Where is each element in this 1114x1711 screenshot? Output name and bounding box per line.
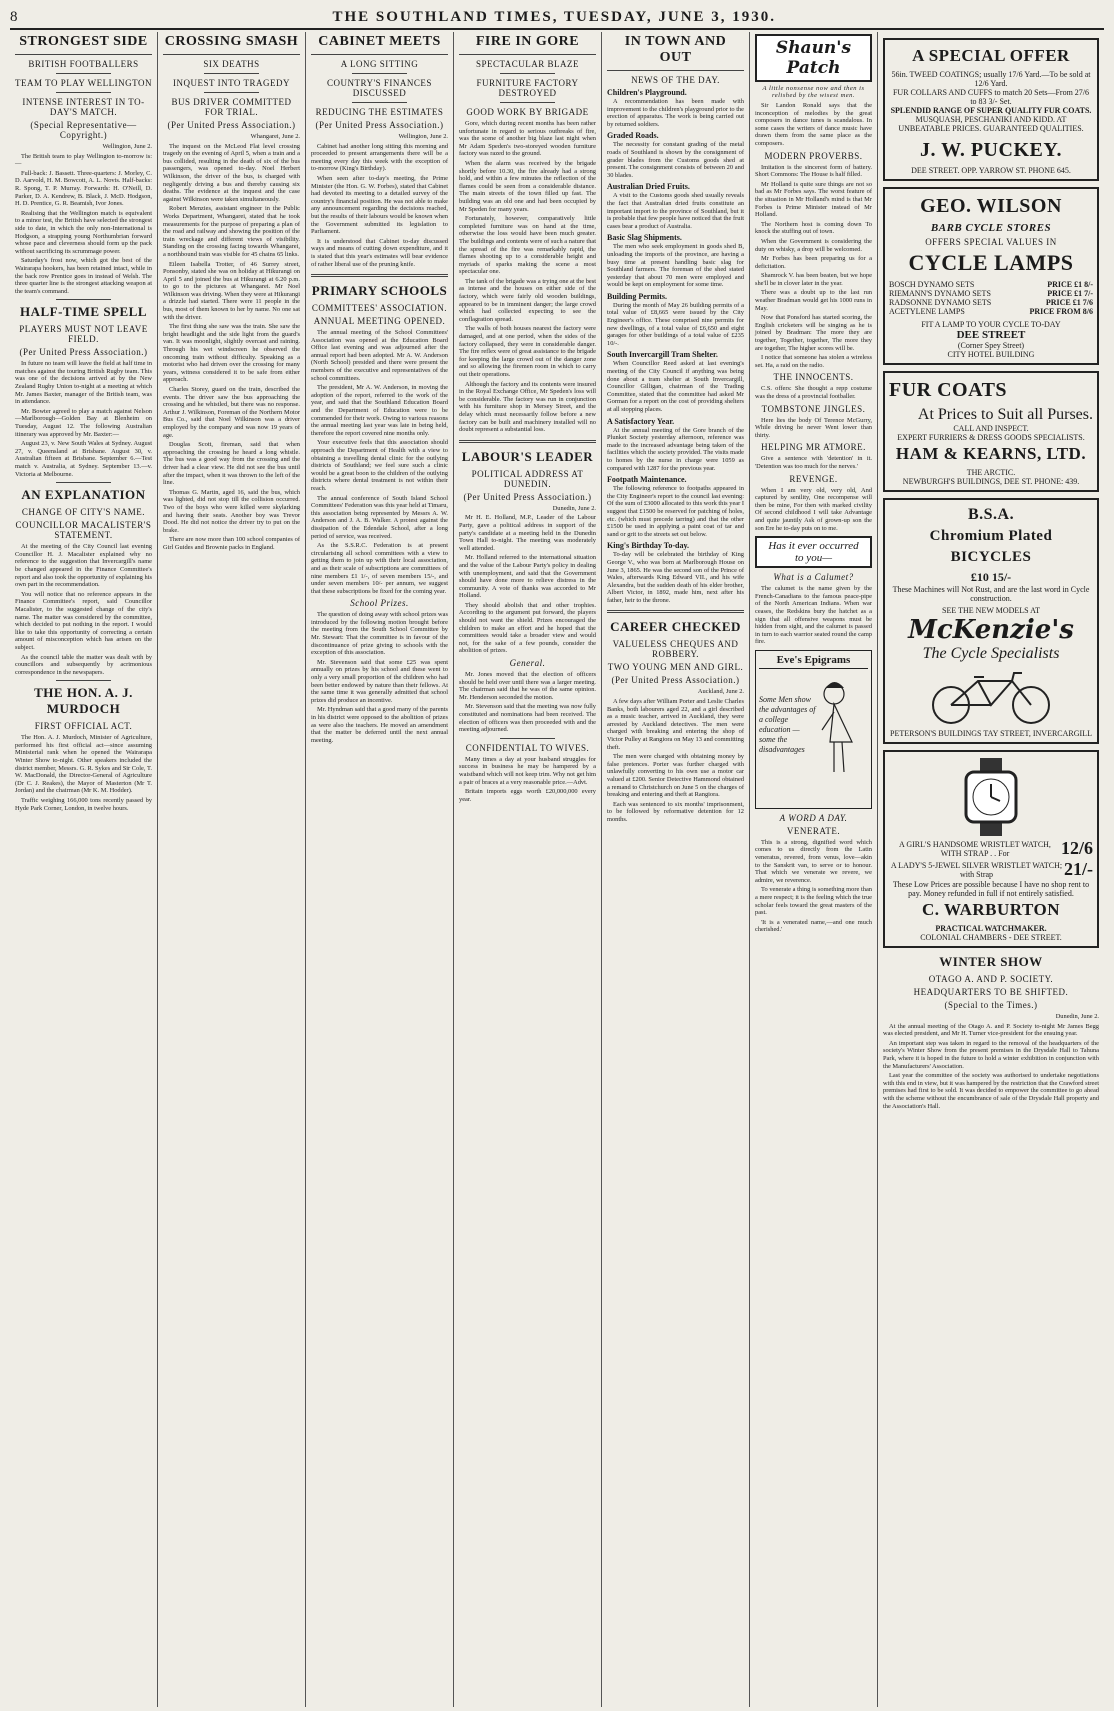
- product-name: ACETYLENE LAMPS: [889, 307, 965, 316]
- paragraph: Cabinet had another long sitting this morning and proceeded to present arrangements there will be a meeting every day this week with the exception of to-morrow (King's Birthday).: [311, 142, 448, 173]
- divider: [352, 73, 407, 74]
- ad-line: At Prices to Suit all Purses.: [917, 406, 1093, 423]
- paragraph: Fortunately, however, comparatively little completed furniture was on hand at the time, otherwise the loss would have been much greater. The buildings and contents were of such a nature that the spread of the fire was remarkably rapid, the flames shooting up to a considerable height and myriads of sparks making the scene a most spectacular one.: [459, 215, 596, 276]
- subhead: TEAM TO PLAY WELLINGTON: [15, 78, 152, 88]
- ad-line: These Low Prices are possible because I have no shop rent to pay. Money refunded in full if not entirely satisfied.: [892, 880, 1090, 898]
- divider: [56, 482, 111, 483]
- divider: [56, 680, 111, 681]
- subhead: COMMITTEES' ASSOCIATION.: [311, 303, 448, 314]
- subhead: ANNUAL MEETING OPENED.: [313, 316, 446, 327]
- headline-cabinet-meets: CABINET MEETS: [311, 34, 448, 55]
- paragraph: Many times a day at your husband struggles for success in business he may be hampered by a waistband which will not keep trim. Why not get him a pair of braces at a very reasonable price.—Advt.: [459, 755, 596, 786]
- ad-line: CALL AND INSPECT.: [953, 424, 1029, 433]
- paragraph: It is understood that Cabinet to-day discussed ways and means of cutting down expenditure, and it is stated that this year's estimates will bear evidence of rather liberal use of the pruning knife.: [311, 237, 448, 268]
- product-price: PRICE £1 7/-: [1047, 289, 1093, 298]
- column-6: [750, 32, 878, 1707]
- paragraph: At the meeting of the City Council last evening Councillor H. J. Macalister explained why no reference to the suggestion that Invercargill's name be changed appeared in the Finance Committee's report and also took the opportunity of explaining his own part in the recommendation.: [15, 543, 152, 589]
- byline: (Per United Press Association.): [19, 347, 148, 358]
- paragraph: An important step was taken in regard to the removal of the headquarters of the society's Winter Show from the present premises in the Drysdale Hall to Tahuna Park, where it is hoped in the future to hold a winter exhibition in conjunction with the Manufacturers' Association.: [883, 1039, 1099, 1070]
- paragraph-caption: Children's Playground.: [607, 88, 687, 97]
- paragraph: Mr Forbes has been preparing us for a deficitation.: [755, 255, 872, 270]
- paragraph: Traffic weighing 166,000 tons recently passed by Hyde Park Corner, London, in twelve hours.: [15, 797, 152, 812]
- paragraph: Mr. Stevenson said that some £25 was spent annually on prizes by his school and these went to only a very small proportion of the children who had been better endowed by nature than their fellows. At the same time it was generally admitted that school prizes did produce an incentive.: [311, 658, 448, 704]
- ad-line: SPLENDID RANGE OF SUPER QUALITY FUR COATS.: [890, 106, 1092, 115]
- paragraph: To venerate a thing is something more than a mere respect; it is the feeling which the true scholar feels toward the great masters of the past.: [755, 886, 872, 917]
- ad-subtitle: PRACTICAL WATCHMAKER.: [935, 924, 1047, 933]
- column-7-ads: [878, 32, 1104, 1707]
- ad-line: FUR COLLARS AND CUFFS to match 20 Sets—From 27/6 to 83 3/- Set.: [892, 88, 1090, 106]
- dateline: Dunedin, June 2.: [552, 504, 596, 512]
- paragraph-caption: Graded Roads.: [607, 131, 659, 141]
- special-offer-ad: [883, 38, 1099, 181]
- ad-subtitle: The Cycle Specialists: [922, 645, 1060, 662]
- paragraph: This is a strong, dignified word which comes to us directly from the Latin veneratus, revered, from venus, love—akin to the Sanskrit van, to serve or to honour. That which we venerate we revere, we admire, we reverence.: [755, 838, 872, 884]
- paragraph: Mr H. E. Holland, M.P., Leader of the Labour Party, gave a political address in support of the party's candidate at a meeting held in the Dunedin Town Hall to-night. The meeting was moderately well attended.: [459, 514, 596, 552]
- section-heading: HALF-TIME SPELL: [19, 304, 148, 320]
- ad-line: DEE STREET: [956, 329, 1026, 341]
- product-name: BOSCH DYNAMO SETS: [889, 280, 975, 289]
- shauns-patch-title: Shaun's Patch: [755, 34, 872, 82]
- paragraph: Full-back: J. Bassett. Three-quarters: J. Morley, C. D. Aarvold, H. M. Bowcott, A. L. Novis. Half-backs: R. Spong, T. P. Murray. Forwards: H. O'Neill, D. Parker, D. A. Kendrew, B. Black, J. McD. Hodgson, H. D. Prentice, G. R. Beamish, Ivor Jones.: [15, 169, 152, 208]
- paragraph: Sir Landon Ronald says that the inconception of melodies by the great composers in dance tunes is scandalous. In some cases the writers of dance music have drawn them from the same place as the composers.: [755, 102, 872, 147]
- subhead: FIRST OFFICIAL ACT.: [34, 721, 133, 732]
- subhead: SIX DEATHS: [203, 59, 260, 69]
- column-1: [10, 32, 158, 1707]
- paragraph: Douglas Scott, fireman, said that when approaching the crossing he heard a long whistle. The bus was a good way from the crossing and the driver had a clear view. He did not see the bus until after the impact, when it was thrown to the left of the line.: [163, 441, 300, 487]
- subhead: PLAYERS MUST NOT LEAVE FIELD.: [19, 324, 148, 345]
- paragraph: The inquest on the McLeod Flat level crossing tragedy on the evening of April 5, when a train and a bus collided, resulting in the death of six of the bus passengers, was opened to-day. Noel Herbert Wilkinson, the driver of the bus, is charged with negligently driving a bus and thereby causing six deaths. The evidence at the inquest and the case against Wilkinson were taken simultaneously.: [163, 142, 300, 203]
- paragraph: The Northern host is coming down To knock the stuffing out of town.: [755, 220, 872, 236]
- divider: [352, 102, 407, 103]
- section-heading: PRIMARY SCHOOLS: [311, 283, 448, 299]
- cartoon-box: [755, 536, 872, 568]
- paragraph: Mr Holland is quite sure things are not so bad as Mr Forbes says. The worst feature of the situation in Mr Holland's mind is that Mr Forbes is Prime Minister instead of Mr Holland.: [755, 180, 872, 219]
- headline-strongest-side: STRONGEST SIDE: [15, 34, 152, 55]
- paragraph: When I am very old, very old, And captured by senility, One recompense will then be mine, For then with marked civility Of second childhood I will take Advantage and quite jauntily Ask of grown-up son the son Ere he to-day puts on to me.: [755, 486, 872, 532]
- advertiser-name: J. W. PUCKEY.: [920, 139, 1062, 161]
- divider: [311, 274, 448, 277]
- paragraph: The men were charged with obtaining money by false pretences. Porter was further charged with unlawfully converting to his own use a motor car valued at £200. Senior Detective Hammond obtained a remand to Christchurch on June 5 on the charges of breaking and entering and theft at Rangiora.: [607, 753, 744, 799]
- paragraph: Mr. Bowter agreed to play a match against Nelson—Marlborough—Golden Bay at Blenheim on Tuesday, August 12. The following Australian itinerary was approved by Mr. Baxter:—: [15, 407, 152, 438]
- paragraph: The question of doing away with school prizes was introduced by the following motion brought before the meeting from the South School Committee by Mr. Stewart: That the committee is in favour of the discontinuance of prize giving to schools with the exception of this association.: [311, 611, 448, 657]
- subhead: COUNCILLOR MACALISTER'S STATEMENT.: [15, 520, 152, 541]
- paragraph: To-day will be celebrated the birthday of King George V., who was born at Marlborough House on June 3, 1865. He was the second son of the Prince of Wales, afterwards King Edward VII., and his wife Alexandra, but the sudden death of his elder brother, Albert Victor, in 1892, made him, next after his father, heir to the throne.: [607, 551, 744, 604]
- paragraph: Now that Ponsford has started scoring, the English cricketers will be singing as he is joined by Bradman: The more they are together, Together, together, The more they are together, The higher scores will be.: [755, 314, 872, 352]
- paragraph: You will notice that no reference appears in the Finance Committee's report, said Councillor Macalister, to the suggested change of the city's name. The matter was considered by the committee, which decided to put nothing in the report. I would like to take this opportunity of correcting a certain amount of misconception which has arisen on the subject.: [15, 590, 152, 651]
- section-heading: What is a Calumet?: [773, 572, 854, 583]
- paragraph: Although the factory and its contents were insured in the Royal Exchange Office, Mr Speden's loss will be considerable. The factory was run in conjunction with his furniture shop in Mersey Street, and the delay which must necessarily follow before a new factory can be built and machinery installed will no doubt represent a substantial loss.: [459, 380, 596, 434]
- paragraph: They should abolish that and other trophies. According to the argument put forward, the players should not want the shield. Prizes encouraged the children to make an effort and he hoped that the committees would take a broader view and would not, for the sake of a few pounds, consider the abolition of prizes.: [459, 601, 596, 655]
- eves-epigrams-title: Eve's Epigrams: [759, 654, 868, 669]
- paragraph: There are now more than 100 school companies of Girl Guides and Brownie packs in England.: [163, 536, 300, 551]
- paragraph: During the month of May 26 building permits of a total value of £8,665 were issued by the City Engineer's office. These comprised nine permits for new dwellings, of a total value of £6,650 and eight garages for other buildings of a total value of £235 10/-.: [607, 301, 744, 347]
- column-5: [602, 32, 750, 1707]
- ad-title: B.S.A.: [967, 506, 1015, 523]
- divider: [459, 440, 596, 443]
- subhead: POLITICAL ADDRESS AT DUNEDIN.: [471, 468, 584, 489]
- paragraph: Britain imports eggs worth £20,000,000 every year.: [459, 788, 596, 803]
- cartoon-title: Has it ever occurred to you—: [755, 536, 872, 568]
- paragraph: The necessity for constant grading of the metal roads of Southland is shown by the consignment of grader blades from the Customs goods shed at present. The consignment consists of between 20 and 30 blades.: [607, 141, 744, 179]
- paragraph: When the Government is considering the duty on whisky, a drop will be welcomed.: [755, 237, 872, 253]
- section-heading: TOMBSTONE JINGLES.: [761, 403, 866, 414]
- divider: [56, 92, 111, 93]
- section-heading: THE HON. A. J. MURDOCH: [34, 685, 133, 717]
- byline: (Per United Press Association.): [167, 120, 296, 130]
- byline: (Per United Press Association.): [463, 491, 592, 502]
- paragraph: Imitation is the sincerest form of battery. Short Commons: The House is half filled.: [755, 163, 872, 179]
- ad-big-text: CYCLE LAMPS: [908, 250, 1074, 275]
- divider: [607, 610, 744, 613]
- product-price: 21/-: [1064, 859, 1093, 879]
- paragraph: Give a sentence with 'detention' in it. 'Detention was too much for the nerves.': [755, 455, 872, 470]
- paragraph: In future no team will leave the field at half time in matches against the touring British Rugby team. This was one of the decisions arrived at by the New Zealand Rugby Union to-night at a meeting at which Mr. James Baxter, manager of the British team, was in attendance.: [15, 360, 152, 406]
- ad-line: SEE THE NEW MODELS AT: [942, 606, 1040, 615]
- masthead-title: THE SOUTHLAND TIMES, TUESDAY, JUNE 3, 1930.: [332, 8, 777, 25]
- paragraph: A recommendation has been made with improvement to the children's playground prior to the erection of apparatus. The work is being carried out by returned soldiers.: [607, 98, 744, 128]
- paragraph: I notice that someone has stolen a wireless set. Ha, a raid on the radio.: [755, 354, 872, 369]
- subhead: A LONG SITTING: [340, 59, 419, 69]
- subhead: GOOD WORK BY BRIGADE: [466, 107, 589, 117]
- ad-line: OFFERS SPECIAL VALUES IN: [925, 237, 1057, 247]
- paragraph-caption: South Invercargill Tram Shelter.: [607, 350, 718, 360]
- divider: [56, 73, 111, 74]
- paragraph: The following reference to footpaths appeared in the City Engineer's report to the council last evening: Of the sum of £3000 allocated to this work this year I suggest that £1500 be reserved for patching of holes, etc. (which must precede tarring) and that the other £1500 be used in applying a paint coat of tar and sand or grit to the streets set out below.: [607, 485, 744, 538]
- advertiser-name: C. WARBURTON: [922, 900, 1060, 919]
- shauns-patch-tagline: A little nonsense now and then is relished by the wisest men.: [762, 85, 865, 99]
- paragraph: Shamrock V. has been beaten, but we hope she'll be in clover later in the year.: [755, 272, 872, 287]
- paragraph: Thomas G. Martin, aged 16, said the bus, which was lighted, did not stop till the collision occurred. Two of the boys who were killed were skylarking and having their seats. Another boy was Trevor Dood. He did not notice the driver try to put on the brake.: [163, 488, 300, 534]
- subhead: VALUELESS CHEQUES AND ROBBERY.: [612, 639, 739, 660]
- section-heading: MODERN PROVERBS.: [764, 150, 863, 161]
- paragraph: Saturday's frost now, which got the best of the Wairarapa hookers, has been retained intact, while in the back row Prentice goes in instead of Welsh. The three quarter line is the strongest attacking weapon at the team's command.: [15, 257, 152, 295]
- dateline: Wellington, June 2.: [398, 133, 448, 140]
- subhead: BUS DRIVER COMMITTED FOR TRIAL.: [171, 97, 292, 117]
- advertiser-address: DEE STREET. OPP. YARROW ST. PHONE 645.: [911, 166, 1071, 175]
- ad-line: EXPERT FURRIERS & DRESS GOODS SPECIALISTS.: [897, 433, 1085, 442]
- byline: (Per United Press Association.): [315, 120, 444, 130]
- product-name: RADSONNE DYNAMO SETS: [889, 298, 992, 307]
- section-heading: A WORD A DAY.: [779, 812, 848, 823]
- section-heading: WINTER SHOW: [939, 954, 1043, 969]
- paragraph: Robert Menzies, assistant engineer in the Public Works Department, Whangarei, stated that he took measurements for the purpose of preparing a plan of the road and railway and showing the position of the train wreckage and different views of visibility. Standing on the crossing facing towards Whangarei, a northbound train was visible for 45 chains 65 links.: [163, 205, 300, 258]
- paragraph-caption: Building Permits.: [607, 291, 668, 301]
- paragraph: As the S.S.R.C. Federation is at present circularising all school committees with a view to getting them to join up with their local association, and as their scale of subscriptions are committees of nine members £1 1/-, of seven members 15/-, and under seven members 10/- per annum, we suggest that these subscriptions be fixed for the coming year.: [311, 542, 448, 595]
- paragraph: The annual meeting of the School Committees' Association was opened at the Education Board Office last evening and was adjourned after the annual report had been adopted. Mr A. W. Anderson (North School) presided and there were present the members of the executive and representatives of the school committees.: [311, 329, 448, 382]
- section-heading: CONFIDENTIAL TO WIVES.: [465, 742, 590, 753]
- section-heading: THE INNOCENTS.: [773, 372, 854, 383]
- subhead: SPECTACULAR BLAZE: [475, 59, 580, 69]
- divider: [204, 92, 259, 93]
- byline: (Special Representative—Copyright.): [30, 120, 137, 140]
- section-heading: REVENGE.: [789, 473, 838, 484]
- column-2: [158, 32, 306, 1707]
- paragraph: Your executive feels that this association should approach the Department of Health with a view to obtaining a travelling dental clinic for the outlying districts of Southland; we feel sure such a clinic would be a great boon to the children of the outlying districts where dental treatment is not within their reach.: [311, 439, 448, 492]
- ad-title: A SPECIAL OFFER: [912, 46, 1070, 65]
- paragraph: As the council table the matter was dealt with by councillors and subsequently by acrimonious correspondence in the newspapers.: [15, 653, 152, 676]
- product-price: PRICE £1 8/-: [1047, 280, 1093, 289]
- paragraph-caption: King's Birthday To-day.: [607, 541, 690, 551]
- ad-line: These Machines will Not Rust, and are the last word in Cycle construction.: [892, 585, 1090, 603]
- subhead: INQUEST INTO TRAGEDY: [173, 78, 290, 88]
- paragraph-caption: Australian Dried Fruits.: [607, 182, 690, 192]
- paragraph: August 23, v. New South Wales at Sydney. August 27, v. Queensland at Brisbane. August 30, v. Australian fifteen at Brisbane. September 6.—Test match v. Australia, at Sydney. September 13.—v. Victoria at Melbourne.: [15, 440, 152, 478]
- paragraph: When Councillor Reed asked at last evening's meeting of the City Council if anything was being done about a tram shelter at South Invercargill, Councillor Gilligan, chairman of the Trading Committee, stated that the committee had asked Mr Gorman for a report on the cost of providing shelters at all stopping places.: [607, 360, 744, 413]
- subhead: INTENSE INTEREST IN TO-DAY'S MATCH.: [22, 97, 145, 117]
- paragraph: At the annual meeting of the Otago A. and P. Society to-night Mr James Begg was elected president, and Mr H. Turner vice-president for the ensuing year.: [883, 1022, 1099, 1038]
- ad-subtitle: BARB CYCLE STORES: [930, 222, 1052, 234]
- paragraph: Last year the committee of the society was authorised to undertake negotiations with this end in view, but it was hampered by the restriction that the Crawford street premises had first to be sold. It was decided to empower the committee to go ahead with the scheme without the encumbrance of sale of the Drysdale Hall property and the Association's Hall.: [883, 1072, 1099, 1110]
- advertiser-name: HAM & KEARNS, LTD.: [895, 444, 1087, 463]
- product-price: 12/6: [1060, 838, 1093, 858]
- paragraph: The first thing she saw was the train. She saw the bright headlight and the side light from the guard's van. It was moonlight, slightly overcast and raining. Through his wet windscreen he observed the oncoming train without difficulty. Speaking as a motorist who had driven over the crossing for many years, witness considered it to be safe from either approach.: [163, 323, 300, 384]
- masthead: [10, 6, 1104, 30]
- subhead: VENERATE.: [786, 825, 841, 836]
- paragraph: The tank of the brigade was a trying one at the best as intense and the houses on either side of the factory, which were fairly old wooden buildings, appeared to be in imminent danger; the large crowd which had collected expecting to see the conflagration spread.: [459, 277, 596, 323]
- section-heading: School Prizes.: [350, 598, 409, 609]
- subhead: FURNITURE FACTORY DESTROYED: [476, 78, 579, 98]
- paragraph: When the alarm was received by the brigade shortly before 10.30, the fire already had a strong hold, and within a few minutes the reflection of the flames could be seen from a considerable distance. The main streets of the town filled up fast. The building was an old one and had been occupied by Mr Speden for many years.: [459, 159, 596, 213]
- paragraph: The calumet is the name given by the French-Canadians to the famous peace-pipe of the North American Indians. When war ceases, the Redskins bury the hatchet as a sign that all offensive weapons must be hidden from sight, and the calumet is passed in turn to each warrior seated round the camp fire.: [755, 585, 872, 646]
- paragraph-caption: Footpath Maintenance.: [607, 475, 687, 485]
- shauns-patch-banner: [755, 34, 872, 82]
- dateline: Dunedin, June 2.: [1055, 1013, 1099, 1020]
- paragraph: A visit to the Customs goods shed usually reveals the fact that Australian dried fruits constitute an important import to the province of Southland, but it is probable that few people have noticed that the fruit cases bear a product of Australia.: [607, 192, 744, 230]
- section-heading: LABOUR'S LEADER: [461, 448, 594, 464]
- headline-in-town-and-out: IN TOWN AND OUT: [607, 34, 744, 71]
- subhead: REDUCING THE ESTIMATES: [315, 107, 444, 117]
- paragraph: The Hon. A. J. Murdoch, Minister of Agriculture, performed his first official act—since assuming Ministerial rank when he opened the Wairarapa Winter Show to-night. Other speakers included the district member, Messrs. G. R. Sykes and Sir Cole, T. W. MacDonald, the Director-General of Agriculture (Dr C. J. Reakes), the Mayor of Masterton (Mr T. Jordan) and the chairman (Mr K. M. Hodder).: [15, 734, 152, 795]
- paragraph: The British team to play Wellington to-morrow is:—: [15, 152, 152, 168]
- ad-line: NEWBURGH'S BUILDINGS, DEE ST. PHONE: 439.: [902, 477, 1080, 486]
- price-row: [889, 859, 1093, 880]
- dateline: Wellington, June 2.: [102, 143, 152, 150]
- paragraph: Gore, which during recent months has been rather unfortunate in regard to serious outbreaks of fire, was the scene of another big blaze last night when Mr Adam Speden's two-storeyed wooden furniture factory was razed to the ground.: [459, 120, 596, 158]
- paragraph: 'It is a venerated name,—and one much cherished.': [755, 918, 872, 934]
- bsa-bicycles-ad: [883, 498, 1099, 744]
- subhead: COUNTRY'S FINANCES DISCUSSED: [327, 78, 432, 98]
- paragraph: Realising that the Wellington match is equivalent to a minor test, the British have selected the strongest side to date, in which the only non-International is Hodgson, a strapping young Northumbrian forward whose pace and cleverness should form up the pack without sacrificing its scrummage power.: [15, 209, 152, 255]
- paragraph-caption: Basic Slag Shipments.: [607, 233, 682, 243]
- bicycle-icon: [916, 667, 1066, 725]
- paragraph: C.S. offers: She thought a repp costume was the dress of a provincial footballer.: [755, 385, 872, 400]
- paragraph: There was a doubt up to the last run weather Bradman would get his 1000 runs in May.: [755, 289, 872, 312]
- ad-line: THE ARCTIC.: [966, 468, 1016, 477]
- paragraph: Eileen Isabella Trotter, of 46 Surrey street, Ponsonby, stated she was on holiday at Hikurangi on April 5 and joined the bus at Hikurangi at 6.20 p.m. to go to the pictures at Whangarei. Mr Noel Wilkinson was driving. When they were at Hikurangi a drizzle had started. There were 11 people in the bus, most of them known to her by name. No one sat with the driver.: [163, 260, 300, 321]
- advertiser-name: McKenzie's: [908, 615, 1074, 645]
- price-row: [889, 838, 1093, 859]
- paragraph: Charles Storey, guard on the train, described the events. The driver saw the bus approaching the crossing and he whistled, but there was no response. Arthur J. Wilkinson, Foreman of the Northern Motor Bus Co., said that Noel Wilkinson was a driver employed by the company and was now 19 years of age.: [163, 386, 300, 439]
- epigram-text: Some Men show the advantages of a college education — some the disadvantages: [759, 694, 816, 754]
- product-name: RIEMANN'S DYNAMO SETS: [889, 289, 991, 298]
- paragraph: The president, Mr A. W. Anderson, in moving the adoption of the report, referred to the work of the year, and said that the Southland Education Board and the Department of Education were to be commended for their work. Owing to various reasons the annual meeting last year was late in being held, therefore the report covered nine months only.: [311, 384, 448, 437]
- price-row: [889, 289, 1093, 298]
- product-price: PRICE £1 7/6: [1045, 298, 1093, 307]
- subhead: HEADQUARTERS TO BE SHIFTED.: [913, 987, 1069, 997]
- price-row: [889, 307, 1093, 316]
- headline-crossing-smash: CROSSING SMASH: [163, 34, 300, 55]
- ad-big-text: BICYCLES: [950, 549, 1032, 565]
- section-heading: AN EXPLANATION: [21, 487, 146, 503]
- paragraph: Here lies the body Of Terence McGurry, While driving he never Went lower than thirty.: [755, 416, 872, 439]
- byline: (Per United Press Association.): [611, 675, 740, 686]
- paragraph: At the annual meeting of the Gore branch of the Plunket Society yesterday afternoon, reference was made to the increased advantage being taken of the facilities which the society provided. The visits made to homes by the nurse in charge were 1059 as compared with 1287 for the previous year.: [607, 426, 744, 472]
- wristwatch-icon: [952, 758, 1030, 836]
- section-heading: General.: [509, 658, 546, 669]
- advertiser-address: COLONIAL CHAMBERS - DEE STREET.: [920, 933, 1062, 942]
- column-3: [306, 32, 454, 1707]
- byline: (Special to the Times.): [944, 1000, 1038, 1010]
- subhead: CHANGE OF CITY'S NAME.: [21, 507, 146, 518]
- product-price: £10 15/-: [970, 570, 1012, 584]
- ad-line: MUSQUASH, PESCHANIKI AND KIDD. AT UNBEATABLE PRICES. GUARANTEED QUALITIES.: [898, 115, 1084, 133]
- paragraph: Mr. Stevenson said that the meeting was now fully constituted and nominations had been received. The election of officers was then proceeded with and the meeting adjourned.: [459, 703, 596, 734]
- paragraph: The men who seek employment in goods shed B, unloading the imports of the province, are having a busy time at present handling basic slag for Southland farmers. The foreman of the shed stated yesterday that about 70 men were employed and would be kept on employment for some time.: [607, 243, 744, 289]
- ad-line: CITY HOTEL BUILDING: [947, 350, 1035, 359]
- paragraph: Mr. Jones moved that the election of officers should be held over until there was a larger meeting. The chairman said that he was of the same opinion. Mr. Henderson seconded the motion.: [459, 671, 596, 701]
- product-name: A LADY'S 5-JEWEL SILVER WRISTLET WATCH; with Strap: [890, 860, 1063, 879]
- page-number: 8: [10, 8, 19, 25]
- dateline: Whangarei, June 2.: [250, 133, 300, 140]
- dateline: Auckland, June 2.: [697, 688, 744, 696]
- ad-subtitle: Chromium Plated: [929, 528, 1053, 544]
- product-name: A GIRL'S HANDSOME WRISTLET WATCH, WITH STRAP . . For: [899, 839, 1051, 858]
- paragraph: A few days after William Porter and Leslie Charles Banks, both labourers aged 22, and a girl described as a music teacher, arrived in Auckland, they were arrested by Auckland detectives. The men were charged with breaking and entering the shop of Victor Pulley at Rangiora on May 13 and committing theft.: [607, 698, 744, 751]
- ad-title: FUR COATS: [889, 379, 1008, 401]
- paragraph: Each was sentenced to six months' imprisonment, to be followed by reformative detention for 12 months.: [607, 800, 744, 823]
- ad-line: 56in. TWEED COATINGS; usually 17/6 Yard.—To be sold at 12/6 Yard.: [891, 70, 1091, 88]
- eves-epigrams-box: [755, 650, 872, 809]
- subhead: NEWS OF THE DAY.: [631, 75, 720, 85]
- ad-line: (Corner Spey Street): [957, 341, 1025, 350]
- subhead: TWO YOUNG MEN AND GIRL.: [607, 662, 744, 673]
- price-row: [889, 298, 1093, 307]
- ad-line: FIT A LAMP TO YOUR CYCLE TO-DAY: [921, 320, 1061, 329]
- advertiser-name: GEO. WILSON: [920, 195, 1062, 217]
- advertiser-address: PETERSON'S BUILDINGS TAY STREET, INVERCARGILL: [890, 729, 1092, 738]
- watchmaker-ad: [883, 750, 1099, 948]
- product-price: PRICE FROM 8/6: [1029, 307, 1093, 316]
- cycle-lamps-ad: [883, 187, 1099, 365]
- price-row: [889, 280, 1093, 289]
- divider: [56, 299, 111, 300]
- section-heading: HELPING MR ATMORE.: [761, 442, 866, 453]
- subhead: OTAGO A. AND P. SOCIETY.: [928, 974, 1054, 984]
- columns: [10, 32, 1104, 1707]
- paragraph: Mr. Holland referred to the international situation and the value of the Labour Party's policy in dealing with unemployment, and said that the Government should have done more to relieve distress in the community. A vote of thanks was accorded to Mr Holland.: [459, 554, 596, 600]
- divider: [500, 738, 555, 739]
- divider: [500, 73, 555, 74]
- paragraph: Mr. Hyndman said that a good many of the parents in his district were opposed to the abolition of prizes as were also the teachers. He moved an amendment that the matter be deferred until the next annual meeting.: [311, 706, 448, 744]
- subhead: BRITISH FOOTBALLERS: [28, 59, 139, 69]
- paragraph-caption: A Satisfactory Year.: [607, 416, 675, 426]
- fur-coats-ad: [883, 371, 1099, 492]
- section-heading: CAREER CHECKED: [610, 619, 741, 635]
- paragraph: The walls of both houses nearest the factory were damaged, and at one period, when the sides of the factory collapsed, they were in considerable danger. The fire reflex were of great assistance to the brigade for keeping the large crowd out of the danger zone and so allowing the firemen room in which to carry out their operations.: [459, 325, 596, 378]
- divider: [500, 102, 555, 103]
- paragraph: The annual conference of South Island School Committees' Federation was this year held at Timaru, this association being represented by Messrs A. W. Anderson and J. A. B. Walker. A protest against the dissipation of the Edendale School, after a long period of service, was received.: [311, 494, 448, 540]
- column-4: [454, 32, 602, 1707]
- headline-fire-in-gore: FIRE IN GORE: [459, 34, 596, 55]
- paragraph: When seen after to-day's meeting, the Prime Minister (the Hon. G. W. Forbes), stated that Cabinet had devoted its meeting to a detailed survey of the country's financial position. He was not able to make any announcement regarding the decisions reached, but the results of their labours would be known when the Government submitted its legislation to Parliament.: [311, 174, 448, 236]
- divider: [204, 73, 259, 74]
